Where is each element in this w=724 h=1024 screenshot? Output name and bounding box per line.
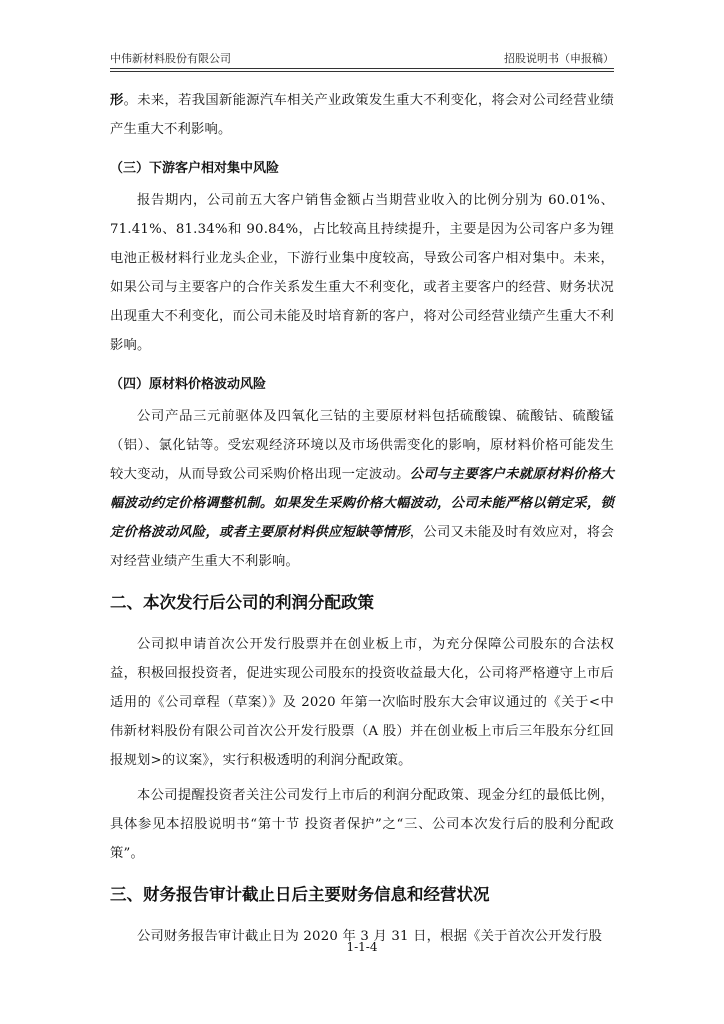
part-2-heading: 二、本次发行后公司的利润分配政策: [110, 593, 374, 612]
section-4-paragraph: [110, 402, 614, 576]
section-4-tail: ，公司又未能及时有效应对，将会对经营业绩产生重大不利影响。: [110, 525, 614, 569]
page-header: [110, 50, 614, 68]
part-2-paragraph-1: 公司拟申请首次公开发行股票并在创业板上市，为充分保障公司股东的合法权益，积极回报投资者，促进实现公司股东的投资收益最大化，公司将严格遵守上市后适用的《公司章程（草案）》及 2020 年第一次临时股东大会审议通过的《关于<中伟新材料股份有限公司首次公开发行股票（A 股）并在创业板上市后三年股东分红回报规划>的议案》，实行积极透明的利润分配政策。: [110, 637, 614, 768]
section-3-paragraph: 报告期内，公司前五大客户销售金额占当期营业收入的比例分别为 60.01%、71.41%、81.34%和 90.84%，占比较高且持续提升，主要是因为公司客户多为锂电池正极材料行业龙头企业，下游行业集中度较高，导致公司客户相对集中。未来，如果公司与主要客户的合作关系发生重大不利变化，或者主要客户的经营、财务状况出现重大不利变化，而公司未能及时培育新的客户，将对公司经营业绩产生重大不利影响。: [110, 193, 614, 353]
intro-bold-start: 形: [110, 93, 124, 108]
intro-paragraph: [110, 86, 614, 144]
header-document-type: 招股说明书（申报稿）: [504, 52, 614, 65]
part-2-paragraph-2: 本公司提醒投资者关注公司发行上市后的利润分配政策、现金分红的最低比例，具体参见本招股说明书“第十节 投资者保护”之“三、公司本次发行后的股利分配政策”。: [110, 788, 614, 861]
section-4-text: 公司产品三元前驱体及四氧化三钴的主要原材料包括硫酸镍、硫酸钴、硫酸锰（铝）、氯化钴等。受宏观经济环境以及市场供需变化的影响，原材料价格可能发生较大变动，从而导致公司采购价格出现一定波动。: [110, 409, 614, 482]
page-body: [110, 86, 614, 951]
intro-text: 。未来，若我国新能源汽车相关产业政策发生重大不利变化，将会对公司经营业绩产生重大不利影响。: [110, 93, 614, 137]
section-3-heading: （三）下游客户相对集中风险: [110, 161, 280, 176]
section-4-heading: （四）原材料价格波动风险: [110, 377, 267, 392]
page-number: 1-1-4: [346, 940, 378, 954]
header-divider: [110, 68, 614, 72]
section-4-emphasis: 公司与主要客户未就原材料价格大幅波动约定价格调整机制。如果发生采购价格大幅波动，公司未能严格以销定采，锁定价格波动风险，或者主要原材料供应短缺等情形: [110, 467, 614, 540]
header-company-name: 中伟新材料股份有限公司: [110, 52, 231, 65]
part-3-heading: 三、财务报告审计截止日后主要财务信息和经营状况: [110, 885, 490, 904]
part-3-paragraph: 公司财务报告审计截止日为 2020 年 3 月 31 日，根据《关于首次公开发行股: [137, 929, 603, 944]
